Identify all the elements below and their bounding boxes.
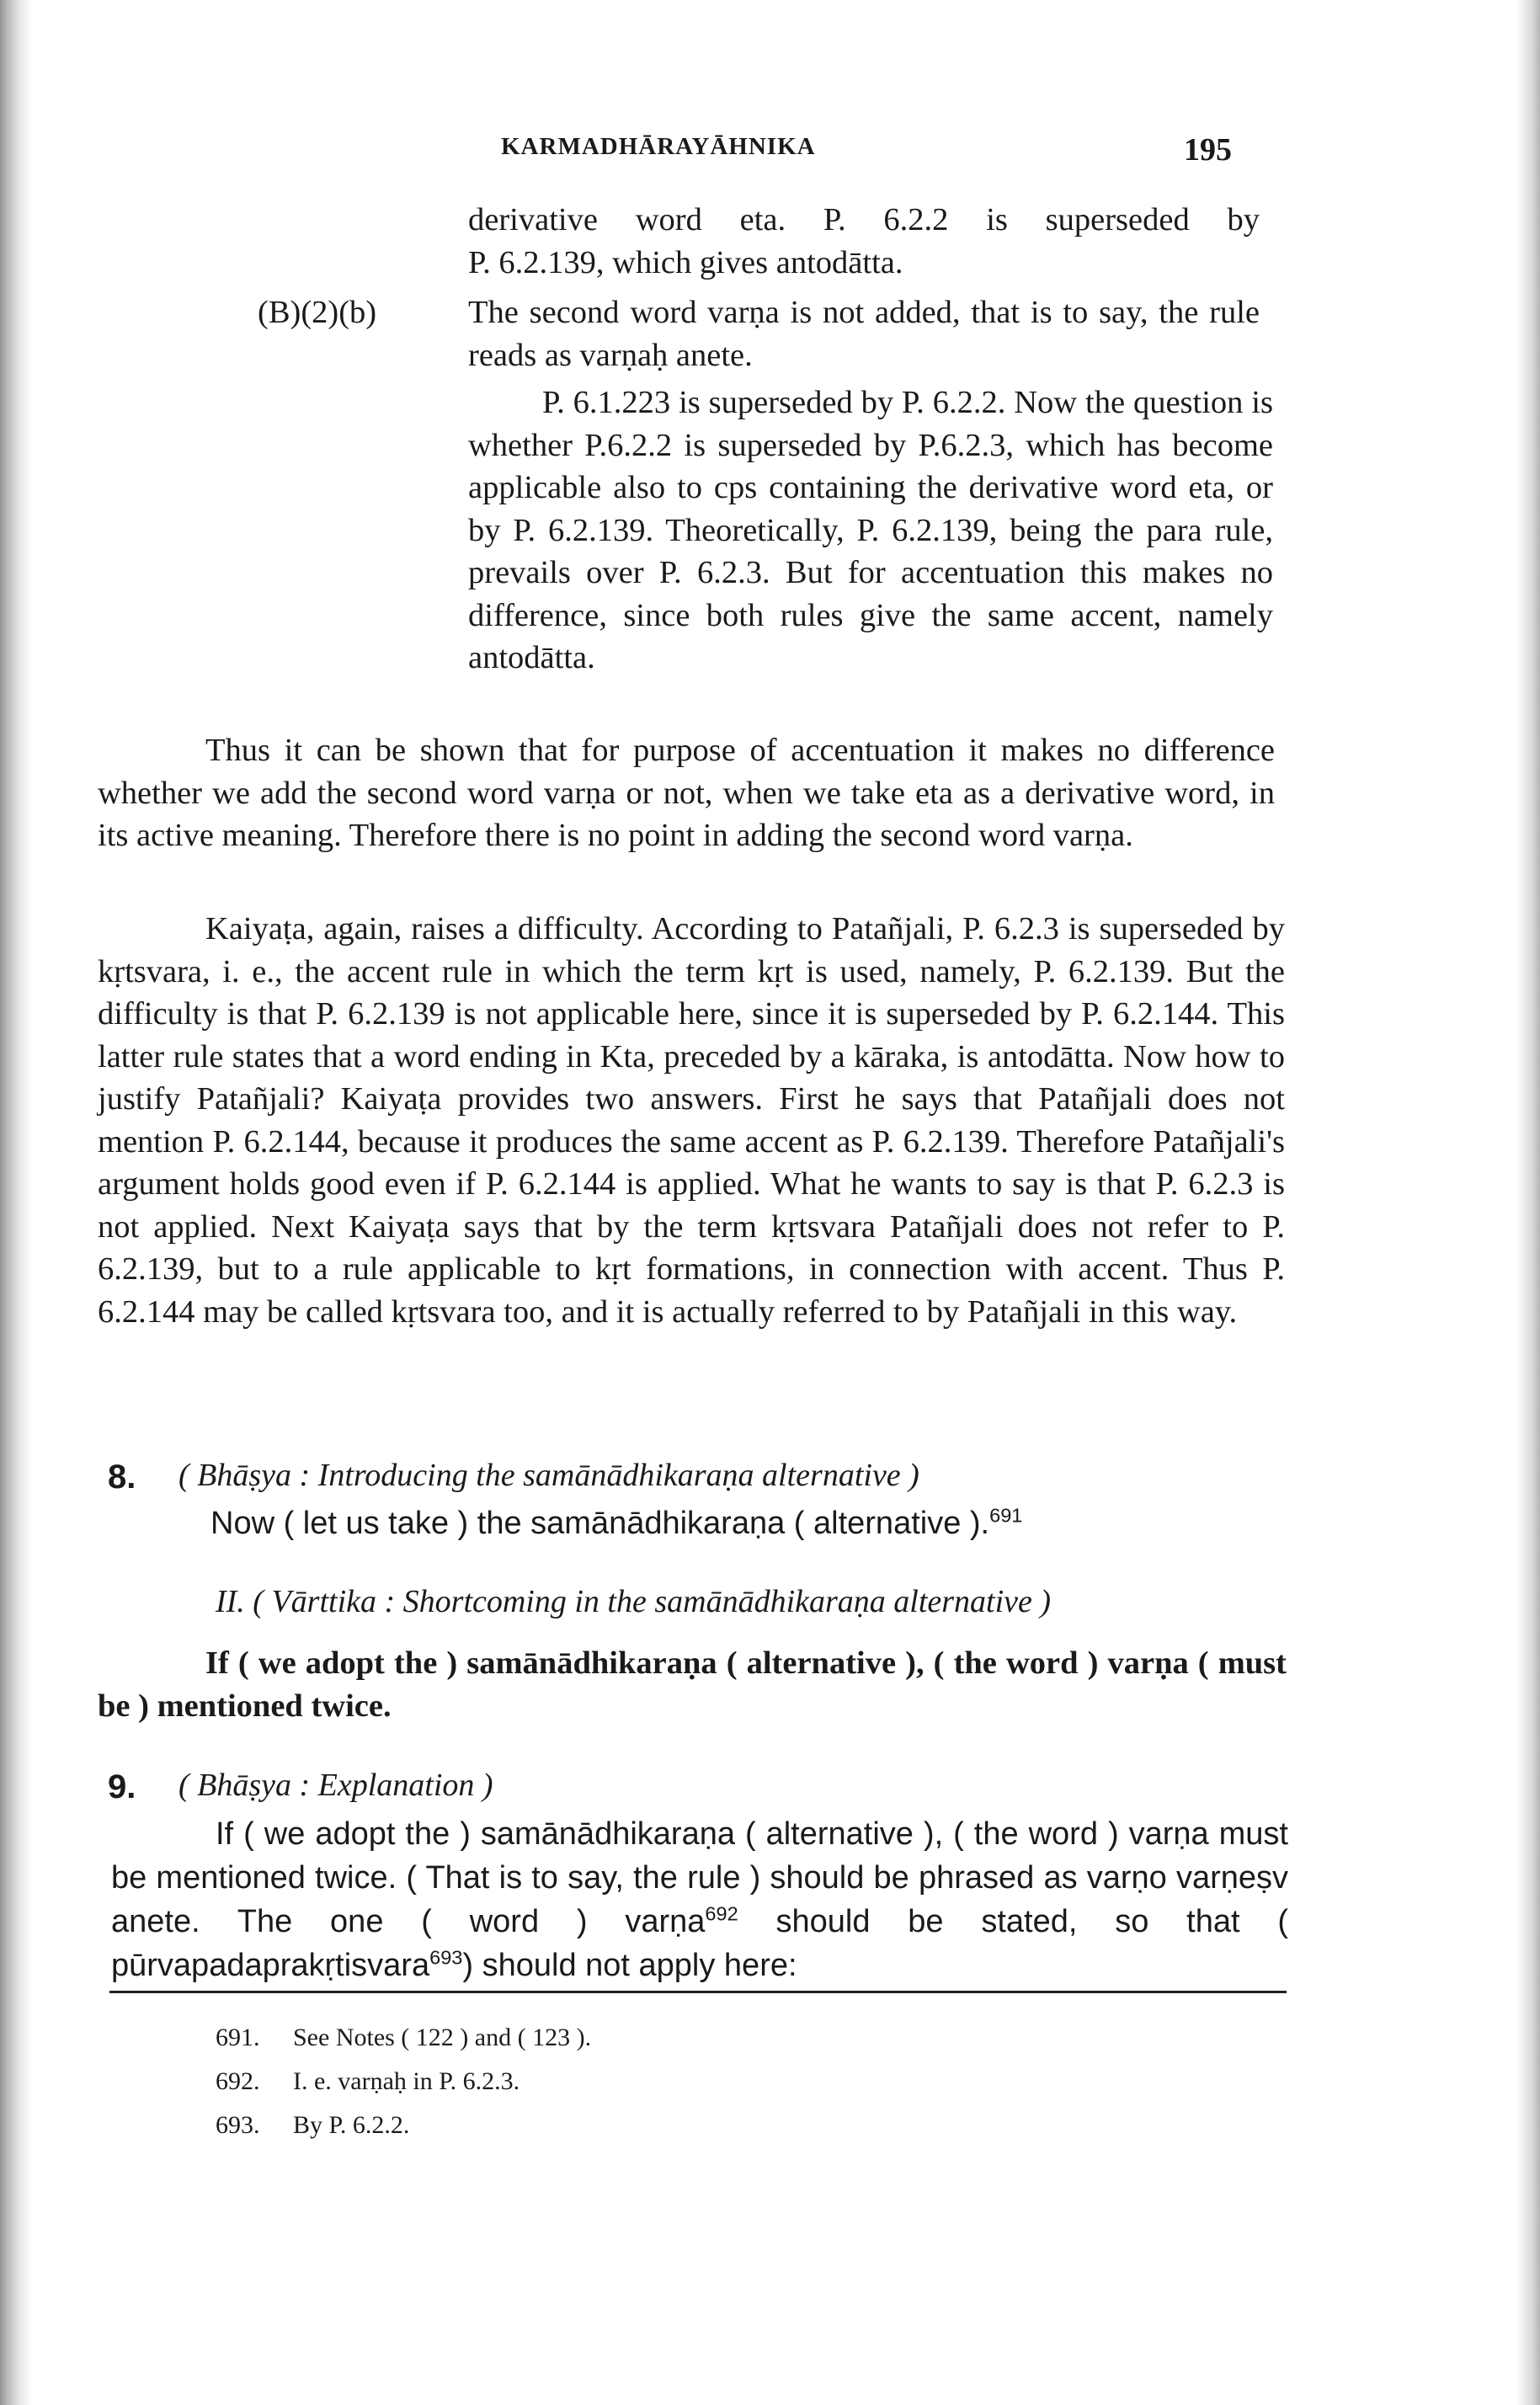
section-9-text — [111, 1812, 1288, 1987]
block-line: P. 6.2.139, which gives antodātta. — [468, 244, 903, 280]
section-8-heading: ( Bhāṣya : Introducing the samānādhikaraṇa alternative ) — [179, 1458, 919, 1493]
section-number-8: 8. — [108, 1458, 136, 1496]
footnote-ref: 693 — [429, 1946, 463, 1969]
paragraph-kaiyata — [98, 908, 1285, 1333]
scan-left-edge — [0, 0, 32, 2405]
block-paragraph: P. 6.1.223 is superseded by P. 6.2.2. Now the question is whether P.6.2.2 is superseded by P.6.2.3, which has become applicable also to cps containing the derivative word eta, or by P. 6.2.139. Theoretically, P. 6.2.139, being the para rule, prevails over P. 6.2.3. But for accentuation this makes no difference, since both rules give the same accent, namely antodātta. — [468, 385, 1273, 675]
page-number: 195 — [1184, 132, 1232, 168]
section-8-text — [210, 1506, 1022, 1542]
block-superseded — [468, 381, 1273, 680]
footnote-ref: 691 — [989, 1504, 1023, 1527]
footnote-number: 693. — [216, 2111, 260, 2139]
footnote-number: 691. — [216, 2024, 260, 2051]
varttika-heading: II. ( Vārttika : Shortcoming in the samānādhikaraṇa alternative ) — [216, 1584, 1052, 1619]
block-derivative-eta — [468, 199, 1260, 284]
footnote — [216, 2104, 409, 2147]
footnote — [216, 2016, 591, 2060]
footnote — [216, 2060, 520, 2104]
running-head: KARMADHĀRAYĀHNIKA — [501, 133, 816, 160]
paragraph-text: Kaiyaṭa, again, raises a difficulty. According to Patañjali, P. 6.2.3 is superseded by kṛtsvara, i. e., the accent rule in which the term kṛt is used, namely, P. 6.2.139. But the difficulty is that P. 6.2.139 is not applicable here, since it is superseded by P. 6.2.144. This latter rule states that a word ending in Kta, preceded by a kāraka, is antodātta. Now how to justify Patañjali? Kaiyaṭa provides two answers. First he says that Patañjali does not mention P. 6.2.144, because it produces the same accent as P. 6.2.139. Therefore Patañjali's argument holds good even if P. 6.2.144 is applied. What he wants to say is that P. 6.2.3 is not applied. Next Kaiyaṭa says that by the term kṛtsvara Patañjali does not refer to P. 6.2.139, but to a rule applicable to kṛt formations, in connection with accent. Thus P. 6.2.144 may be called kṛtsvara too, and it is actually referred to by Patañjali in this way. — [98, 911, 1285, 1330]
section-number-9: 9. — [108, 1768, 136, 1805]
footnote-text: I. e. varṇaḥ in P. 6.2.3. — [293, 2067, 520, 2095]
block-label: (B)(2)(b) — [258, 295, 377, 330]
footnote-number: 692. — [216, 2067, 260, 2095]
paragraph-accentuation — [98, 729, 1275, 857]
footnote-ref: 692 — [705, 1902, 738, 1925]
block-second-word: The second word varṇa is not added, that is to say, the rule reads as varṇaḥ anete. — [468, 295, 1260, 373]
block-line: derivative word eta. P. 6.2.2 is superseded by — [468, 202, 1260, 237]
scan-right-edge — [1516, 0, 1540, 2405]
varttika-text — [98, 1642, 1287, 1727]
section-9-sentence: If ( we adopt the ) samānādhikaraṇa ( alternative ), ( the word ) varṇa must be mentioned twice. ( That is to say, the rule ) should be phrased as varṇo varṇeṣv anete. The one ( word ) varṇa$^{692}$ should be stated, so that ( pūrvapadaprakṛtisvara$^{693}$) should not apply here: — [111, 1816, 1289, 1983]
paragraph-text: Thus it can be shown that for purpose of accentuation it makes no difference whether we add the second word varṇa or not, when we take eta as a derivative word, in its active meaning. Therefore there is no point in adding the second word varṇa. — [98, 733, 1275, 853]
footnote-text: See Notes ( 122 ) and ( 123 ). — [293, 2024, 592, 2051]
section-9-heading: ( Bhāṣya : Explanation ) — [179, 1768, 493, 1803]
footnote-text: By P. 6.2.2. — [293, 2111, 410, 2139]
section-8-sentence: Now ( let us take ) the samānādhikaraṇa ( alternative ). — [210, 1506, 990, 1541]
varttika-sentence: If ( we adopt the ) samānādhikaraṇa ( alternative ), ( the word ) varṇa ( must be ) mentioned twice. — [98, 1645, 1287, 1724]
footnote-divider — [109, 1991, 1287, 1993]
